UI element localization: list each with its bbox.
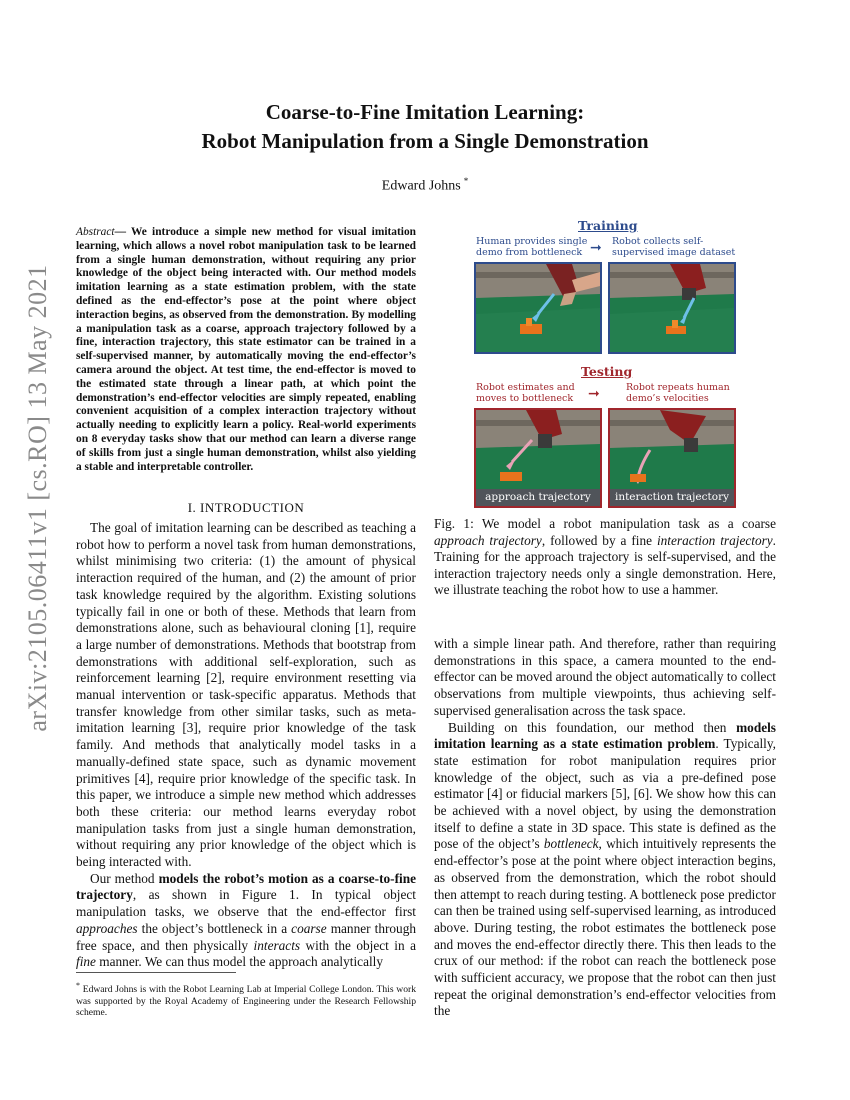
section-heading: I. INTRODUCTION <box>187 500 305 515</box>
abstract-text: We introduce a simple new method for visual imitation learning, which allows a novel robot manipulation task to be learned from a single human demonstration, without requiring any prior knowledge of the object being interacted with. Our method models imitation learning as a state estimation problem, with the state defined as the end-effector’s pose at the point where object interaction begins, as observed from the demonstration. By modelling a manipulation task as a coarse, approach trajectory followed by a fine, interaction trajectory, this state estimator can be trained in a self-supervised manner, by automatically moving the end-effector’s camera around the object. At test time, the end-effector is moved to the estimated state through a linear path, at which point the demonstration’s end-effector velocities are simply repeated, enabling convenient acquisition of a complex interaction trajectory without actually needing to explicitly learn a policy. Real-world experiments on 8 everyday tasks show that our method can learn a diverse range of skills from just a single human demonstration, whilst also yielding a stable and interpretable controller. <box>76 226 416 473</box>
text-run-bold: models the robot’s motion as a coarse-to-fine trajectory <box>76 870 416 903</box>
caption-text: Fig. 1: We model a robot manipulation task as a coarse <box>434 516 776 531</box>
author-footnote-mark: * <box>463 176 469 186</box>
footnote-rule <box>76 972 236 973</box>
text-run: the object’s bottleneck in a <box>137 920 292 936</box>
robot-collects-note: Robot collects self-supervised image dataset <box>612 236 736 258</box>
intro-paragraph-2 <box>76 871 416 971</box>
text-run: manner through free space, and then physically <box>76 920 416 953</box>
footnote-mark: * <box>76 981 80 990</box>
text-run: Building on this foundation, our method then <box>448 719 737 735</box>
robot-estimates-note: Robot estimates and moves to bottleneck <box>476 382 575 404</box>
text-run: with the object in a <box>300 937 416 953</box>
arxiv-stamp <box>23 264 52 732</box>
author-line <box>0 176 850 195</box>
intro-left-column <box>76 520 416 971</box>
title-line-1: Coarse-to-Fine Imitation Learning: <box>265 100 585 124</box>
robot-repeats-note: Robot repeats human demo’s velocities <box>626 382 730 404</box>
footnote-text: Edward Johns is with the Robot Learning Lab at Imperial College London. This work was supported by the Royal Academy of Engineering under the Research Fellowship scheme. <box>76 984 416 1019</box>
hammer-demo-illustration <box>476 264 600 352</box>
paper-title <box>0 98 850 156</box>
caption-text: . Training for the approach trajectory is self-supervised, and the interaction trajectory needs only a single demonstration. Here, we illustrate teaching the robot how to use a hammer. <box>434 532 776 597</box>
training-arrow-icon: ➞ <box>590 241 602 256</box>
figure-caption <box>434 516 776 599</box>
caption-text: , followed by a fine <box>541 532 657 548</box>
abstract-label: Abstract <box>76 226 115 238</box>
testing-photo-interaction <box>608 408 736 508</box>
caption-italic: approach trajectory <box>434 532 542 548</box>
text-run: manner. We can thus model the approach analytically <box>95 954 384 970</box>
testing-heading: Testing <box>581 364 633 379</box>
intro-paragraph-1: The goal of imitation learning can be described as teaching a robot how to perform a novel task from human demonstrations, whilst minimising two criteria: (1) the amount of physical interaction required of the human, and (2) the amount of prior task knowledge required by the algorithm. Existing solutions typically fail in one or both of these. Methods that learn from demonstrations alone, such as behavioural cloning [1], require a large number of demonstrations. Methods that bootstrap from demonstrations with additional self-exploration, such as reinforcement learning [2], require environment resetting via manual intervention or task-specific apparatus. Methods that transfer knowledge from other similar tasks, such as meta-imitation learning [3], require prior knowledge of the task family. And methods that analytically model tasks in a manually-defined state space, such as dynamic movement primitives [4], require prior knowledge of the specific task. In this paper, we introduce a simple new method which addresses both these criteria: our method learns everyday robot manipulation tasks from just a single human demonstration, without requiring any prior knowledge of the object which is being interacted with. <box>76 520 416 870</box>
testing-arrow-icon: ➞ <box>588 387 600 402</box>
text-run-italic: fine <box>76 954 96 970</box>
right-paragraph-2 <box>434 720 776 1021</box>
training-photo-human-demo <box>474 262 602 354</box>
abstract-dash: — <box>114 226 132 238</box>
text-run: , as shown in Figure 1. In typical object manipulation tasks, we observe that the end-effector first <box>76 887 416 920</box>
arxiv-stamp-text: arXiv:2105.06411v1 [cs.RO] 13 May 2021 <box>23 264 52 732</box>
text-run: , which intuitively represents the end-effector’s pose at the point where object interaction begins, as observed from the demonstration, which the robot should then attempt to reach during testing. A bottleneck pose predictor can then be trained using self-supervised learning, as introduced above. During testing, the robot estimates the bottleneck pose and moves the end-effector directly there. This then leads to the crux of our method: if the robot can reach the bottleneck pose with sufficient accuracy, we propose that the robot can then just repeat the original demonstration’s end-effector velocities from the <box>434 836 776 1019</box>
testing-photo-approach <box>474 408 602 508</box>
interaction-trajectory-label: interaction trajectory <box>610 489 734 506</box>
robot-dataset-illustration <box>610 264 734 352</box>
text-run: . Typically, state estimation for robot manipulation requires prior knowledge of the object, such as via a pre-defined pose estimator [4] or fiducial markers [5], [6]. We show how this can be achieved with a novel object, by using the demonstration itself to define a state in 3D space. This state is defined as the pose of the object’s <box>434 736 776 852</box>
author-name: Edward Johns <box>381 178 461 194</box>
abstract <box>76 226 416 474</box>
approach-trajectory-label: approach trajectory <box>476 489 600 506</box>
footnote <box>76 980 416 1019</box>
human-demo-note: Human provides single demo from bottleneck <box>476 236 588 258</box>
title-line-2: Robot Manipulation from a Single Demonstration <box>201 129 649 153</box>
intro-right-column <box>434 636 776 1020</box>
caption-italic: interaction trajectory <box>656 532 773 548</box>
text-run-italic: approaches <box>76 920 138 936</box>
training-heading: Training <box>578 218 638 233</box>
text-run-italic: interacts <box>253 937 301 953</box>
figure-1 <box>472 218 742 508</box>
text-run-bold: models imitation learning as a state estimation problem <box>434 719 776 752</box>
text-run: Our method <box>90 870 159 886</box>
text-run-italic: coarse <box>291 920 327 936</box>
training-photo-robot-dataset <box>608 262 736 354</box>
text-run-italic: bottleneck <box>543 836 599 852</box>
right-paragraph-1: with a simple linear path. And therefore, rather than requiring demonstrations in this space, a camera mounted to the end-effector can be moved around the object automatically to collect observations from multiple viewpoints, thus achieving self-supervised generalisation across the task space. <box>434 636 777 718</box>
